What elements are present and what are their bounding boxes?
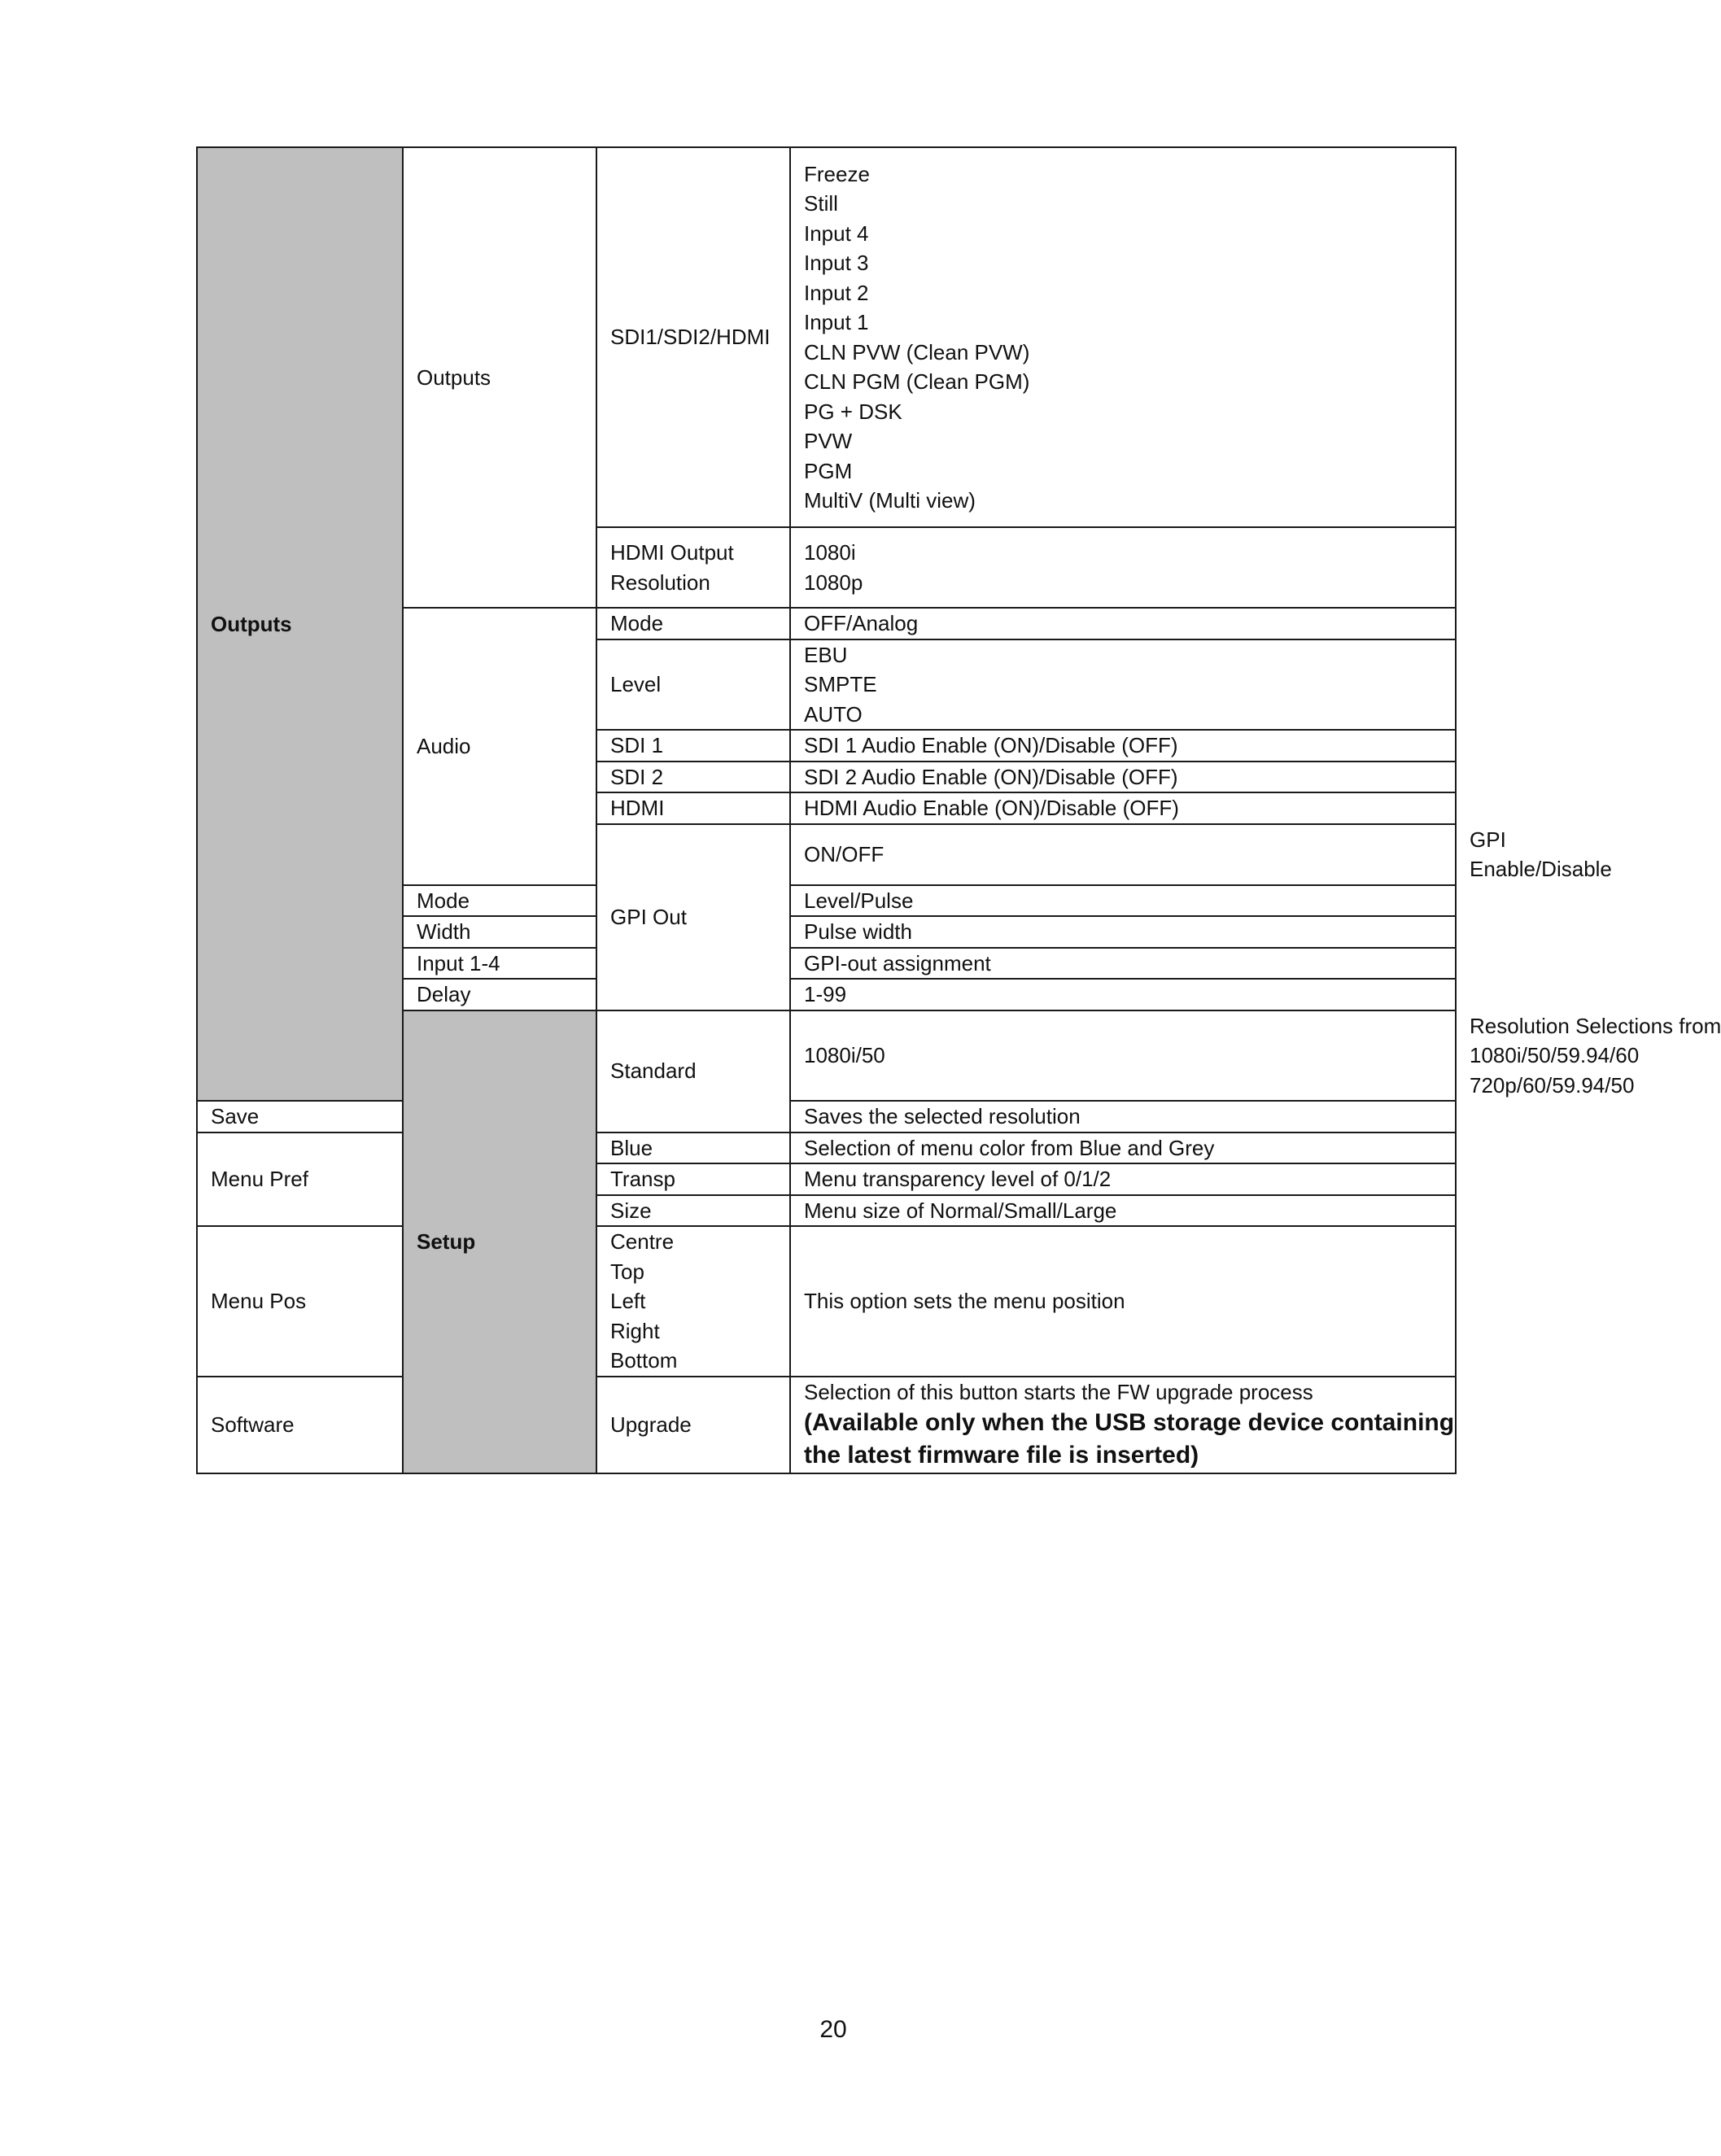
table-row: [197, 147, 1456, 527]
option-line: Left: [610, 1289, 646, 1313]
value-input-1-4: GPI-out assignment: [790, 948, 1456, 980]
group-audio: Audio: [403, 608, 596, 885]
table-row: [197, 1101, 1456, 1133]
value-transp: Menu transparency level of 0/1/2: [790, 1163, 1456, 1195]
option-line: Input 1: [804, 310, 869, 334]
value-upgrade: [790, 1377, 1456, 1473]
item-line: HDMI Output: [610, 540, 734, 565]
menu-pos-options: [596, 1226, 790, 1377]
option-line: Centre: [610, 1229, 675, 1254]
option-line: SMPTE: [804, 672, 877, 696]
option-line: 1080i: [804, 540, 856, 565]
value-audio-mode: OFF/Analog: [790, 608, 1456, 639]
option-line: EBU: [804, 642, 848, 667]
item-1080i50: 1080i/50: [790, 1010, 1456, 1102]
option-line: Right: [610, 1318, 660, 1343]
item-blue: Blue: [596, 1133, 790, 1164]
group-standard: Standard: [596, 1010, 790, 1133]
group-menu-pos: Menu Pos: [197, 1226, 403, 1377]
group-software: Software: [197, 1377, 403, 1473]
item-audio-mode: Mode: [596, 608, 790, 639]
group-menu-pref: Menu Pref: [197, 1133, 403, 1227]
table-row: [197, 1377, 1456, 1473]
table-row: [197, 1226, 1456, 1377]
option-line: Bottom: [610, 1348, 678, 1373]
item-width: Width: [403, 916, 596, 948]
item-on-off: ON/OFF: [790, 824, 1456, 885]
page-number: 20: [819, 2016, 847, 2043]
value-sdi1: SDI 1 Audio Enable (ON)/Disable (OFF): [790, 730, 1456, 762]
item-input-1-4: Input 1-4: [403, 948, 596, 980]
hdmi-res-options: [790, 527, 1456, 608]
option-line: AUTO: [804, 701, 863, 727]
group-gpi-out: GPI Out: [596, 824, 790, 1010]
option-line: Still: [804, 191, 838, 216]
value-width: Pulse width: [790, 916, 1456, 948]
item-sdi-hdmi: SDI1/SDI2/HDMI: [596, 147, 790, 527]
item-save: Save: [197, 1101, 403, 1133]
upgrade-note-line: (Available only when the USB storage device containing: [804, 1409, 1455, 1437]
item-transp: Transp: [596, 1163, 790, 1195]
item-size: Size: [596, 1195, 790, 1227]
value-menu-pos: This option sets the menu position: [790, 1226, 1456, 1377]
option-line: Input 2: [804, 280, 869, 305]
value-delay: 1-99: [790, 979, 1456, 1010]
item-sdi2: SDI 2: [596, 762, 790, 793]
item-gpi-mode: Mode: [403, 885, 596, 917]
option-line: Input 4: [804, 220, 869, 246]
value-sdi2: SDI 2 Audio Enable (ON)/Disable (OFF): [790, 762, 1456, 793]
option-line: CLN PVW (Clean PVW): [804, 339, 1030, 364]
item-upgrade: Upgrade: [596, 1377, 790, 1473]
option-line: PG + DSK: [804, 399, 902, 424]
table-row: GPI Out ON/OFF GPI Enable/Disable: [197, 824, 1456, 885]
item-hdmi: HDMI: [596, 792, 790, 824]
item-line: Resolution: [610, 570, 710, 595]
option-line: Freeze: [804, 161, 870, 186]
value-size: Menu size of Normal/Small/Large: [790, 1195, 1456, 1227]
value-hdmi: HDMI Audio Enable (ON)/Disable (OFF): [790, 792, 1456, 824]
item-level: Level: [596, 639, 790, 731]
option-line: 1080p: [804, 570, 863, 595]
option-line: Input 3: [804, 251, 869, 275]
upgrade-description: Selection of this button starts the FW upgrade process: [804, 1379, 1313, 1404]
sdi-hdmi-options: [790, 147, 1456, 527]
item-delay: Delay: [403, 979, 596, 1010]
item-hdmi-output-resolution: [596, 527, 790, 608]
value-save: Saves the selected resolution: [790, 1101, 1456, 1133]
group-outputs: Outputs: [403, 147, 596, 608]
settings-menu-table: [196, 146, 1721, 1474]
category-setup: Setup: [403, 1010, 596, 1473]
option-line: Top: [610, 1259, 644, 1284]
value-gpi-mode: Level/Pulse: [790, 885, 1456, 917]
upgrade-note-line: the latest firmware file is inserted): [804, 1442, 1199, 1469]
item-sdi1: SDI 1: [596, 730, 790, 762]
option-line: PGM: [804, 458, 853, 483]
option-line: CLN PGM (Clean PGM): [804, 369, 1030, 394]
table-row: Setup Standard 1080i/50 Resolution Selections from 1080i/50/59.94/60 720p/60/59.94/50: [197, 1010, 1456, 1102]
level-options: [790, 639, 1456, 731]
category-outputs: Outputs: [197, 147, 403, 1101]
table-row: [197, 1133, 1456, 1164]
option-line: MultiV (Multi view): [804, 488, 976, 513]
value-blue: Selection of menu color from Blue and Grey: [790, 1133, 1456, 1164]
option-line: PVW: [804, 429, 853, 453]
